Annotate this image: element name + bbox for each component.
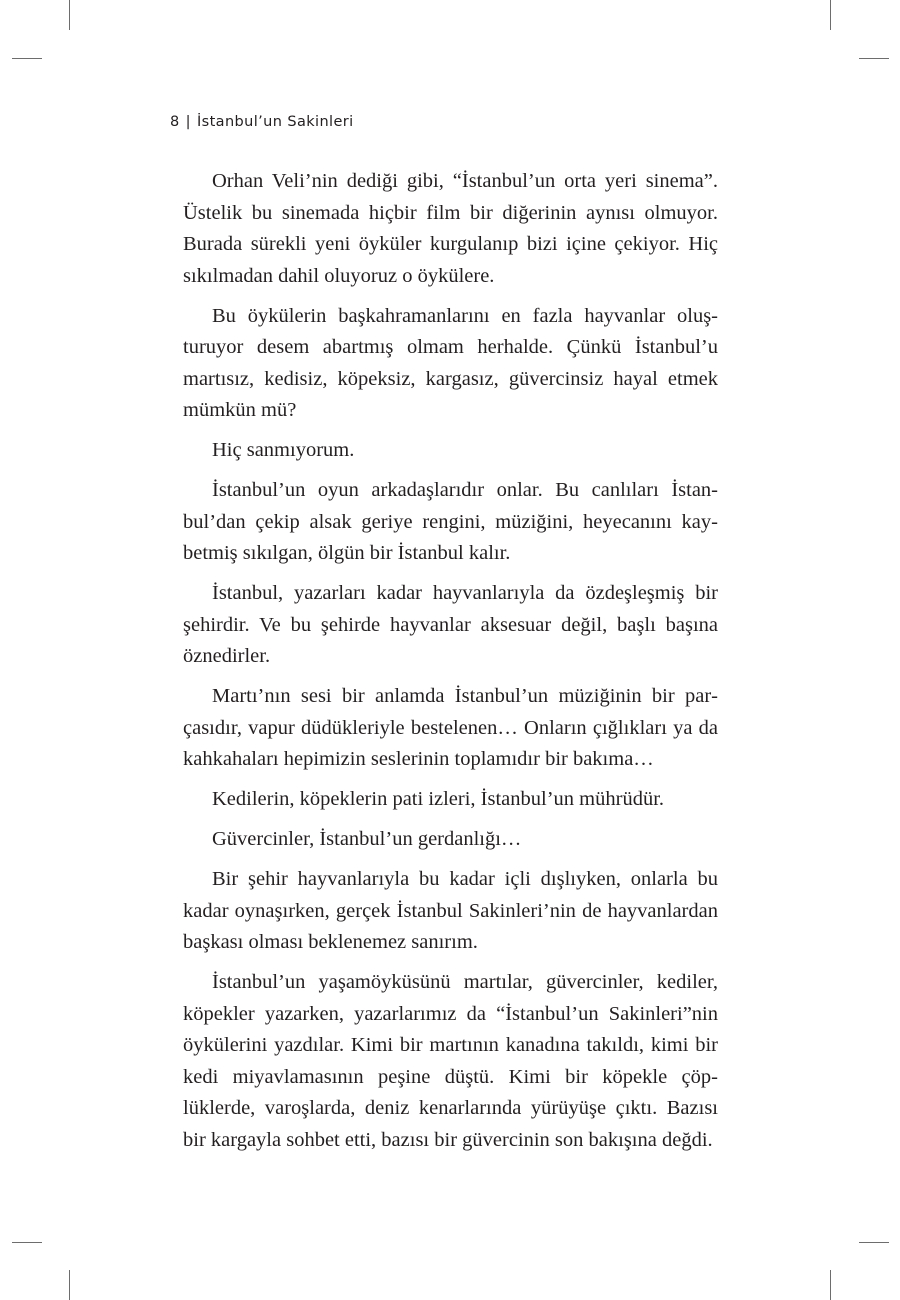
crop-mark-bottom-left-horizontal	[12, 1242, 42, 1243]
paragraph-10: İstanbul’un yaşamöyküsünü martılar, güvercinler, kediler, köpekler yazarken, yazarlarımız da “İstanbul’un Sakinleri”nin öykülerini yazdılar. Kimi bir martının kanadına takıldı, kimi bir kedi miyavlamasının peşine düştü. Kimi bir köpekle çöplüklerde, varoşlarda, deniz kenarlarında yürüyüşe çıktı. Bazısı bir kargayla sohbet etti, bazısı bir güvercinin son bakışına değdi.	[183, 971, 718, 1151]
paragraph-7: Kedilerin, köpeklerin pati izleri, İstanbul’un mührüdür.	[212, 788, 665, 810]
crop-mark-bottom-right-vertical	[830, 1270, 831, 1300]
paragraph-3: Hiç sanmıyorum.	[212, 439, 355, 461]
paragraph-9: Bir şehir hayvanlarıyla bu kadar içli dışlıyken, onlarla bu kadar oynaşırken, gerçek İstanbul Sakinleri’nin de hayvanlardan başkası olması beklenemez sanırım.	[183, 868, 718, 953]
running-head	[170, 114, 354, 130]
crop-mark-top-right-vertical	[830, 0, 831, 30]
crop-mark-top-left-vertical	[69, 0, 70, 30]
paragraph-4: İstanbul’un oyun arkadaşlarıdır onlar. Bu canlıları İstanbul’dan çekip alsak geriye rengini, müziğini, heyecanını kaybetmiş sıkılgan, ölgün bir İstanbul kalır.	[183, 479, 718, 564]
paragraph-8: Güvercinler, İstanbul’un gerdanlığı…	[212, 828, 522, 850]
paragraph-6: Martı’nın sesi bir anlamda İstanbul’un müziğinin bir parçasıdır, vapur düdükleriyle bestelenen… Onların çığlıkları ya da kahkahaları hepimizin seslerinin toplamıdır bir bakıma…	[183, 685, 718, 770]
crop-mark-top-left-horizontal	[12, 58, 42, 59]
crop-mark-top-right-horizontal	[859, 58, 889, 59]
page-number: 8	[170, 114, 180, 130]
paragraph-1: Orhan Veli’nin dediği gibi, “İstanbul’un orta yeri sinema”. Üstelik bu sinemada hiçbir film bir diğerinin aynısı olmuyor. Burada sürekli yeni öyküler kurgulanıp bizi içine çekiyor. Hiç sıkılmadan dahil oluyoruz o öykülere.	[183, 170, 718, 287]
paragraph-5: İstanbul, yazarları kadar hayvanlarıyla da özdeşleşmiş bir şehirdir. Ve bu şehirde hayvanlar aksesuar değil, başlı başına öznedirler.	[183, 582, 718, 667]
crop-mark-bottom-right-horizontal	[859, 1242, 889, 1243]
header-separator: |	[185, 114, 191, 130]
crop-mark-bottom-left-vertical	[69, 1270, 70, 1300]
paragraph-2: Bu öykülerin başkahramanlarını en fazla hayvanlar oluşturuyor desem abartmış olmam herhalde. Çünkü İstanbul’u martısız, kedisiz, köpeksiz, kargasız, güvercinsiz hayal etmek mümkün mü?	[183, 304, 718, 421]
running-title: İstanbul’un Sakinleri	[196, 114, 354, 130]
body-text	[183, 166, 718, 1165]
